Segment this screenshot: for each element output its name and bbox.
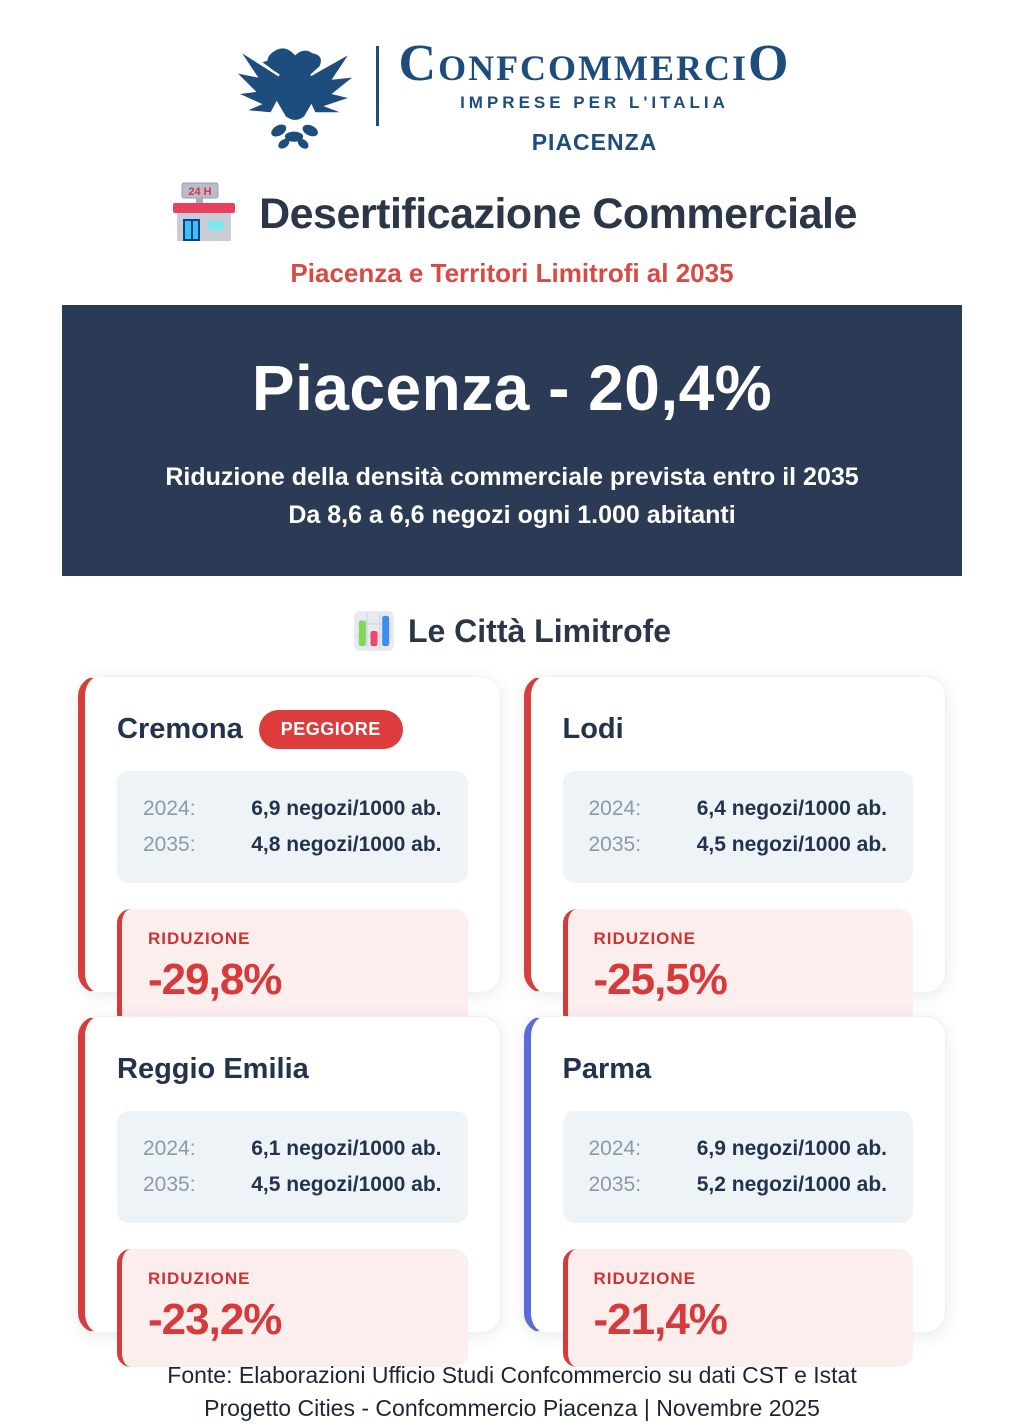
density-stats-box (563, 771, 914, 883)
logo-org-name: ConfcommerciO (398, 35, 791, 92)
stat-row-2024 (143, 1131, 442, 1167)
stat-density-value: 5,2 negozi/1000 ab. (696, 1173, 887, 1196)
stat-density-value: 4,5 negozi/1000 ab. (696, 833, 887, 856)
stat-year-label: 2024: (588, 1137, 642, 1160)
stat-row-2035 (589, 827, 888, 863)
stat-row-2035 (143, 1167, 442, 1203)
banner-description-line1: Riduzione della densità commerciale prevista entro il 2035 (165, 463, 859, 491)
reduction-label: RIDUZIONE (593, 1269, 696, 1288)
stat-year-label: 2024: (143, 797, 196, 820)
piacenza-highlight-banner (62, 305, 962, 576)
reduction-box (563, 1249, 914, 1367)
page-subtitle: Piacenza e Territori Limitrofi al 2035 (290, 258, 734, 288)
stat-density-value: 6,9 negozi/1000 ab. (696, 1137, 887, 1160)
density-stats-box (563, 1111, 914, 1223)
stat-density-value: 6,4 negozi/1000 ab. (696, 797, 887, 820)
worst-city-badge: PEGGIORE (259, 710, 403, 749)
section-title-row (0, 610, 1024, 652)
reduction-value: -23,2% (148, 1295, 282, 1344)
card-city-name: Parma (562, 1052, 652, 1085)
source-footer (0, 1359, 1024, 1426)
stat-density-value: 4,5 negozi/1000 ab. (251, 1173, 442, 1196)
stat-density-value: 6,9 negozi/1000 ab. (251, 797, 442, 820)
reduction-box (117, 909, 468, 1027)
reduction-label: RIDUZIONE (148, 929, 251, 948)
stat-year-label: 2035: (143, 1173, 196, 1196)
bar-chart-icon (353, 610, 395, 652)
density-stats-box (117, 1111, 468, 1223)
confcommercio-logo (0, 0, 1024, 156)
stat-density-value: 4,8 negozi/1000 ab. (251, 833, 442, 856)
reduction-box (117, 1249, 468, 1367)
footer-source-line: Fonte: Elaborazioni Ufficio Studi Confcommercio su dati CST e Istat (167, 1362, 857, 1388)
logo-divider (376, 46, 379, 126)
stat-year-label: 2035: (588, 833, 642, 856)
reduction-value: -21,4% (593, 1295, 727, 1344)
stat-year-label: 2035: (588, 1173, 642, 1196)
card-city-name: Lodi (562, 712, 624, 745)
footer-project-line: Progetto Cities - Confcommercio Piacenza | Novembre 2025 (204, 1395, 820, 1422)
stat-row-2035 (589, 1167, 888, 1203)
logo-location: PIACENZA (531, 129, 658, 155)
stat-year-label: 2024: (588, 797, 642, 820)
banner-headline: Piacenza - 20,4% (251, 352, 773, 424)
reduction-label: RIDUZIONE (593, 929, 696, 948)
stat-row-2024 (143, 791, 442, 827)
card-cremona (78, 676, 501, 1004)
reduction-value: -29,8% (148, 955, 282, 1004)
density-stats-box (117, 771, 468, 883)
reduction-label: RIDUZIONE (148, 1269, 251, 1288)
card-city-name: Reggio Emilia (117, 1052, 309, 1085)
eagle-icon (234, 41, 356, 153)
card-city-name: Cremona (117, 712, 243, 745)
stat-row-2024 (589, 791, 888, 827)
section-title: Le Città Limitrofe (407, 612, 672, 649)
stat-density-value: 6,1 negozi/1000 ab. (251, 1137, 442, 1160)
stat-row-2035 (143, 827, 442, 863)
store-sign-text: 24 H (188, 186, 212, 198)
stat-year-label: 2035: (143, 833, 196, 856)
stat-year-label: 2024: (143, 1137, 196, 1160)
page-title: Desertificazione Commerciale (259, 189, 857, 238)
main-title-row (0, 182, 1024, 246)
convenience-store-icon (167, 182, 241, 246)
city-cards-grid (78, 676, 946, 1344)
logo-tagline: IMPRESE PER L'ITALIA (460, 93, 729, 112)
stat-row-2024 (589, 1131, 888, 1167)
card-parma (524, 1016, 947, 1344)
reduction-value: -25,5% (593, 955, 727, 1004)
card-lodi (524, 676, 947, 1004)
reduction-box (563, 909, 914, 1027)
banner-description-line2: Da 8,6 a 6,6 negozi ogni 1.000 abitanti (288, 501, 736, 529)
card-reggio-emilia (78, 1016, 501, 1344)
